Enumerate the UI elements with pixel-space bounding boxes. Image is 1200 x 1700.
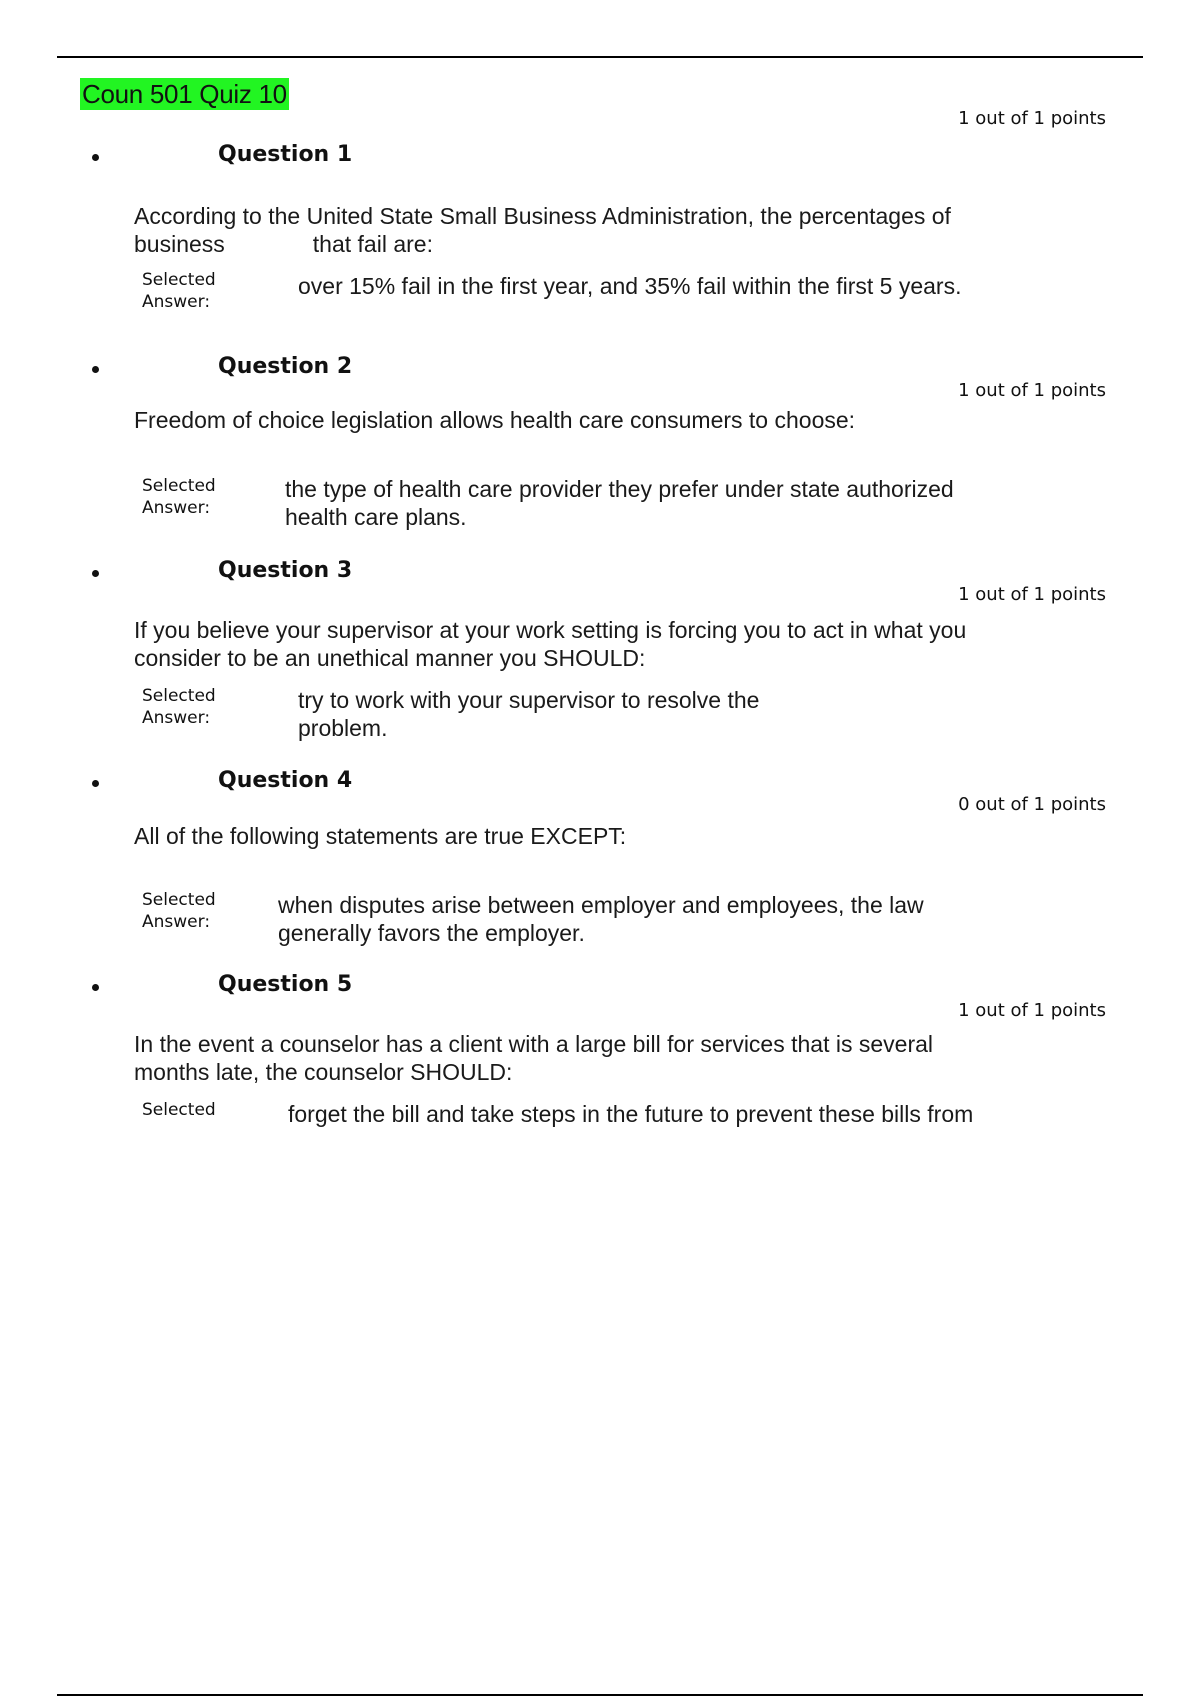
question-5-bullet (92, 982, 102, 992)
question-2-points: 1 out of 1 points (958, 380, 1106, 401)
question-4-bullet (92, 778, 102, 788)
question-1-answer-line1: over 15% fail in the first year, and 35% fail within the first 5 years. (298, 273, 962, 299)
question-4-text (134, 822, 1034, 850)
question-2-answer-line2: health care plans. (285, 504, 467, 530)
question-1-text-line2a: business (134, 231, 225, 257)
question-1-answer (298, 272, 962, 300)
question-5-text (134, 1030, 1034, 1086)
question-4-answer-line2: generally favors the employer. (278, 920, 585, 946)
question-1-heading: Question 1 (218, 142, 353, 167)
question-3-text-line1: If you believe your supervisor at your work setting is forcing you to act in what you (134, 617, 967, 643)
question-5-points: 1 out of 1 points (958, 1000, 1106, 1021)
question-3-answer-line2: problem. (298, 715, 388, 741)
question-3-selected-answer-label (142, 685, 252, 729)
selected-label: Selected (142, 686, 216, 706)
selected-label: Selected (142, 270, 216, 290)
quiz-title: Coun 501 Quiz 10 (82, 79, 287, 109)
selected-label: Selected (142, 1100, 216, 1120)
question-1-points: 1 out of 1 points (958, 108, 1106, 129)
question-1-text (134, 202, 1034, 258)
question-5-heading: Question 5 (218, 972, 353, 997)
question-4-points: 0 out of 1 points (958, 794, 1106, 815)
answer-label: Answer: (142, 708, 211, 728)
question-3-text (134, 616, 1034, 672)
question-5-text-line1: In the event a counselor has a client with a large bill for services that is several (134, 1031, 934, 1057)
question-3-points: 1 out of 1 points (958, 584, 1106, 605)
question-3-bullet (92, 568, 102, 578)
question-2-selected-answer-label (142, 475, 252, 519)
question-2-answer-line1: the type of health care provider they prefer under state authorized (285, 476, 954, 502)
question-2-text (134, 406, 1034, 434)
question-1-text-line2 (134, 230, 1034, 258)
question-5-answer (288, 1100, 973, 1128)
answer-label: Answer: (142, 912, 211, 932)
question-4-text-line1: All of the following statements are true EXCEPT: (134, 823, 627, 849)
question-4-answer-line1: when disputes arise between employer and employees, the law (278, 892, 924, 918)
selected-label: Selected (142, 476, 216, 496)
question-1-text-line1: According to the United State Small Business Administration, the percentages of (134, 203, 951, 229)
bottom-rule (57, 1694, 1143, 1696)
top-rule (57, 56, 1143, 58)
selected-label: Selected (142, 890, 216, 910)
question-2-text-line1: Freedom of choice legislation allows health care consumers to choose: (134, 407, 856, 433)
question-1-selected-answer-label (142, 269, 252, 313)
question-5-text-line2: months late, the counselor SHOULD: (134, 1059, 513, 1085)
question-5-selected-answer-label (142, 1099, 252, 1121)
question-2-heading: Question 2 (218, 354, 353, 379)
question-2-answer (285, 475, 954, 531)
question-3-heading: Question 3 (218, 558, 353, 583)
question-4-answer (278, 891, 924, 947)
answer-label: Answer: (142, 498, 211, 518)
question-1-text-line2b: that fail are: (312, 231, 433, 257)
question-5-answer-line1: forget the bill and take steps in the future to prevent these bills from (288, 1101, 974, 1127)
question-3-answer (298, 686, 759, 742)
answer-label: Answer: (142, 292, 211, 312)
question-3-answer-line1: try to work with your supervisor to resolve the (298, 687, 760, 713)
question-4-heading: Question 4 (218, 768, 353, 793)
question-3-text-line2: consider to be an unethical manner you SHOULD: (134, 645, 646, 671)
question-1-bullet (92, 152, 102, 162)
question-4-selected-answer-label (142, 889, 252, 933)
question-2-bullet (92, 364, 102, 374)
